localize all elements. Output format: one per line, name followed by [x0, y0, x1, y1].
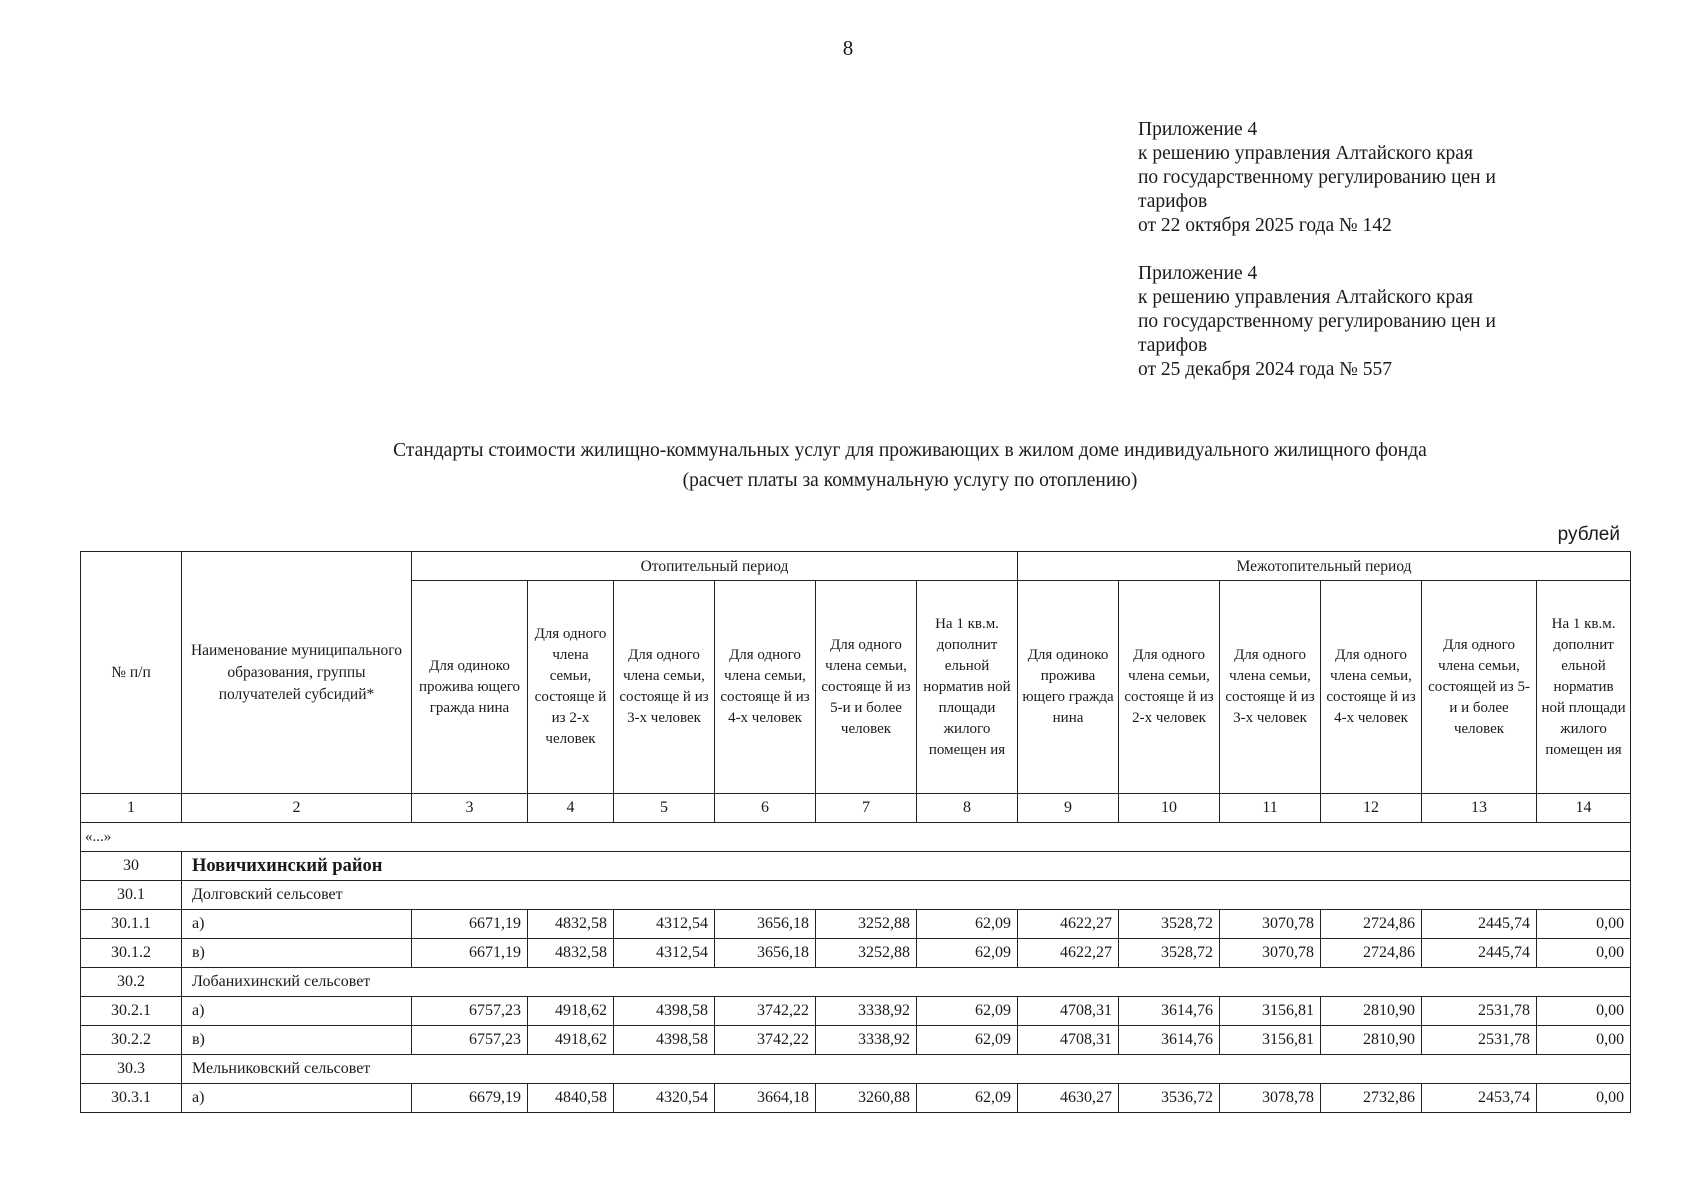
settlement-number: 30.3 [81, 1055, 182, 1084]
table-row [81, 997, 1631, 1026]
header-interheating-col: На 1 кв.м. дополнит ельной норматив ной площади жилого помещен ия [1537, 581, 1631, 794]
value-cell: 3338,92 [816, 1026, 917, 1055]
table-row [81, 939, 1631, 968]
district-number: 30 [81, 852, 182, 881]
recipient-group: в) [182, 1026, 412, 1055]
value-cell: 6757,23 [412, 1026, 528, 1055]
unit-label: рублей [1557, 524, 1620, 545]
value-cell: 4708,31 [1018, 997, 1119, 1026]
value-cell: 4708,31 [1018, 1026, 1119, 1055]
value-cell: 3664,18 [715, 1084, 816, 1113]
value-cell: 2531,78 [1422, 1026, 1537, 1055]
page-number: 8 [842, 36, 854, 60]
value-cell: 3528,72 [1119, 910, 1220, 939]
settlement-row [81, 881, 1631, 910]
appendix-line: к решению управления Алтайского края [1138, 143, 1473, 164]
appendix-line: Приложение 4 [1138, 119, 1258, 140]
value-cell: 6671,19 [412, 939, 528, 968]
settlement-number: 30.1 [81, 881, 182, 910]
value-cell: 0,00 [1537, 1084, 1631, 1113]
appendix-line: к решению управления Алтайского края [1138, 287, 1473, 308]
value-cell: 62,09 [917, 1084, 1018, 1113]
value-cell: 4622,27 [1018, 910, 1119, 939]
column-number: 12 [1321, 794, 1422, 823]
value-cell: 3656,18 [715, 939, 816, 968]
row-number: 30.2.1 [81, 997, 182, 1026]
value-cell: 3156,81 [1220, 997, 1321, 1026]
value-cell: 3156,81 [1220, 1026, 1321, 1055]
value-cell: 3252,88 [816, 910, 917, 939]
column-number: 5 [614, 794, 715, 823]
column-number: 13 [1422, 794, 1537, 823]
value-cell: 2445,74 [1422, 939, 1537, 968]
value-cell: 3614,76 [1119, 1026, 1220, 1055]
value-cell: 2531,78 [1422, 997, 1537, 1026]
value-cell: 3070,78 [1220, 910, 1321, 939]
table-row [81, 1084, 1631, 1113]
settlement-name: Мельниковский сельсовет [182, 1055, 1631, 1084]
appendix-date-line: от 25 декабря 2024 года № 557 [1138, 359, 1392, 380]
recipient-group: а) [182, 997, 412, 1026]
value-cell: 3536,72 [1119, 1084, 1220, 1113]
column-number: 11 [1220, 794, 1321, 823]
value-cell: 4312,54 [614, 910, 715, 939]
value-cell: 4918,62 [528, 1026, 614, 1055]
district-name: Новичихинский район [182, 852, 1631, 881]
header-heating-col: На 1 кв.м. дополнит ельной норматив ной площади жилого помещен ия [917, 581, 1018, 794]
column-number: 8 [917, 794, 1018, 823]
column-number: 9 [1018, 794, 1119, 823]
ellipsis-cell: «...» [81, 823, 1631, 852]
value-cell: 4320,54 [614, 1084, 715, 1113]
value-cell: 2732,86 [1321, 1084, 1422, 1113]
header-heating-col: Для одного члена семьи, состояще й из 2-х человек [528, 581, 614, 794]
appendix-date-line: от 22 октября 2025 года № 142 [1138, 215, 1392, 236]
header-interheating-col: Для одного члена семьи, состоящей из 5-и и более человек [1422, 581, 1537, 794]
value-cell: 3528,72 [1119, 939, 1220, 968]
value-cell: 0,00 [1537, 939, 1631, 968]
row-number: 30.2.2 [81, 1026, 182, 1055]
value-cell: 4832,58 [528, 910, 614, 939]
settlement-name: Лобанихинский сельсовет [182, 968, 1631, 997]
appendix-block-current [1138, 118, 1496, 238]
column-number: 2 [182, 794, 412, 823]
value-cell: 3742,22 [715, 997, 816, 1026]
value-cell: 62,09 [917, 939, 1018, 968]
value-cell: 3742,22 [715, 1026, 816, 1055]
value-cell: 4312,54 [614, 939, 715, 968]
header-interheating-col: Для одиноко прожива ющего гражда нина [1018, 581, 1119, 794]
column-number: 10 [1119, 794, 1220, 823]
value-cell: 0,00 [1537, 997, 1631, 1026]
ellipsis-row [81, 823, 1631, 852]
column-number: 1 [81, 794, 182, 823]
value-cell: 6671,19 [412, 910, 528, 939]
value-cell: 62,09 [917, 910, 1018, 939]
value-cell: 0,00 [1537, 1026, 1631, 1055]
column-number: 7 [816, 794, 917, 823]
value-cell: 4622,27 [1018, 939, 1119, 968]
row-number: 30.3.1 [81, 1084, 182, 1113]
value-cell: 6679,19 [412, 1084, 528, 1113]
header-municipality-name: Наименование муниципального образования, группы получателей субсидий* [182, 552, 412, 794]
appendix-line: по государственному регулированию цен и [1138, 167, 1496, 188]
header-interheating-col: Для одного члена семьи, состояще й из 2-х человек [1119, 581, 1220, 794]
row-number: 30.1.2 [81, 939, 182, 968]
value-cell: 2810,90 [1321, 1026, 1422, 1055]
document-title-line: Стандарты стоимости жилищно-коммунальных услуг для проживающих в жилом доме индивидуального жилищного фонда [393, 440, 1427, 461]
appendix-line: тарифов [1138, 191, 1208, 212]
recipient-group: в) [182, 939, 412, 968]
value-cell: 2724,86 [1321, 939, 1422, 968]
column-number: 3 [412, 794, 528, 823]
value-cell: 4398,58 [614, 997, 715, 1026]
appendix-line: по государственному регулированию цен и [1138, 311, 1496, 332]
appendix-block-previous [1138, 262, 1496, 382]
column-number: 14 [1537, 794, 1631, 823]
value-cell: 4840,58 [528, 1084, 614, 1113]
value-cell: 62,09 [917, 1026, 1018, 1055]
document-subtitle-line: (расчет платы за коммунальную услугу по отоплению) [682, 470, 1138, 491]
recipient-group: а) [182, 910, 412, 939]
row-number: 30.1.1 [81, 910, 182, 939]
header-interheating-col: Для одного члена семьи, состояще й из 4-х человек [1321, 581, 1422, 794]
value-cell: 3252,88 [816, 939, 917, 968]
table-row [81, 910, 1631, 939]
value-cell: 3260,88 [816, 1084, 917, 1113]
value-cell: 2810,90 [1321, 997, 1422, 1026]
header-heating-period: Отопительный период [412, 552, 1018, 581]
header-heating-col: Для одного члена семьи, состояще й из 4-х человек [715, 581, 816, 794]
value-cell: 3614,76 [1119, 997, 1220, 1026]
appendix-line: Приложение 4 [1138, 263, 1258, 284]
value-cell: 3656,18 [715, 910, 816, 939]
value-cell: 4630,27 [1018, 1084, 1119, 1113]
header-interheating-col: Для одного члена семьи, состояще й из 3-х человек [1220, 581, 1321, 794]
header-heating-col: Для одного члена семьи, состояще й из 5-и и более человек [816, 581, 917, 794]
cost-standards-table [80, 551, 1631, 1113]
value-cell: 2453,74 [1422, 1084, 1537, 1113]
header-heating-col: Для одиноко прожива ющего гражда нина [412, 581, 528, 794]
appendix-line: тарифов [1138, 335, 1208, 356]
column-number: 4 [528, 794, 614, 823]
settlement-name: Долговский сельсовет [182, 881, 1631, 910]
value-cell: 3338,92 [816, 997, 917, 1026]
value-cell: 4832,58 [528, 939, 614, 968]
value-cell: 6757,23 [412, 997, 528, 1026]
value-cell: 62,09 [917, 997, 1018, 1026]
settlement-row [81, 968, 1631, 997]
table-row [81, 1026, 1631, 1055]
value-cell: 3078,78 [1220, 1084, 1321, 1113]
header-number: № п/п [81, 552, 182, 794]
header-group-row [81, 552, 1631, 581]
column-number-row [81, 794, 1631, 823]
column-number: 6 [715, 794, 816, 823]
header-interheating-period: Межотопительный период [1018, 552, 1631, 581]
value-cell: 0,00 [1537, 910, 1631, 939]
district-row [81, 852, 1631, 881]
document-title [160, 436, 1660, 496]
recipient-group: а) [182, 1084, 412, 1113]
header-heating-col: Для одного члена семьи, состояще й из 3-х человек [614, 581, 715, 794]
settlement-number: 30.2 [81, 968, 182, 997]
value-cell: 2445,74 [1422, 910, 1537, 939]
value-cell: 4918,62 [528, 997, 614, 1026]
settlement-row [81, 1055, 1631, 1084]
value-cell: 4398,58 [614, 1026, 715, 1055]
value-cell: 2724,86 [1321, 910, 1422, 939]
value-cell: 3070,78 [1220, 939, 1321, 968]
